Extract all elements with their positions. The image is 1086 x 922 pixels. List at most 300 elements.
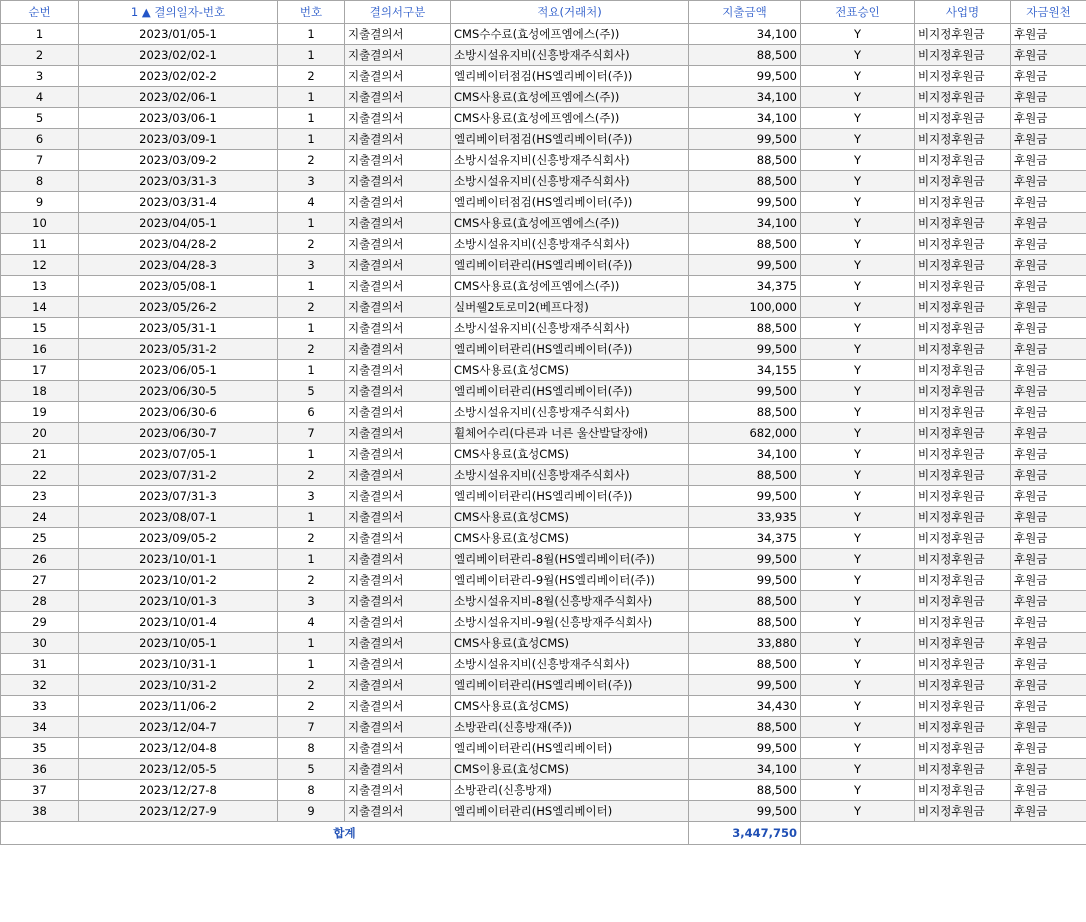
table-row[interactable] bbox=[1, 675, 1086, 696]
cell-amount[interactable]: 88,500 bbox=[689, 780, 801, 801]
cell-doc-type[interactable]: 지출결의서 bbox=[345, 360, 451, 381]
cell-num[interactable]: 1 bbox=[278, 129, 345, 150]
table-row[interactable] bbox=[1, 192, 1086, 213]
cell-date-no[interactable]: 2023/10/01-2 bbox=[79, 570, 278, 591]
cell-amount[interactable]: 99,500 bbox=[689, 486, 801, 507]
cell-num[interactable]: 1 bbox=[278, 318, 345, 339]
table-row[interactable] bbox=[1, 717, 1086, 738]
table-row[interactable] bbox=[1, 612, 1086, 633]
cell-approval[interactable]: Y bbox=[801, 234, 915, 255]
cell-fund[interactable]: 후원금 bbox=[1011, 780, 1086, 801]
cell-amount[interactable]: 34,155 bbox=[689, 360, 801, 381]
cell-date-no[interactable]: 2023/06/05-1 bbox=[79, 360, 278, 381]
cell-doc-type[interactable]: 지출결의서 bbox=[345, 570, 451, 591]
cell-seq[interactable]: 17 bbox=[1, 360, 79, 381]
cell-seq[interactable]: 25 bbox=[1, 528, 79, 549]
cell-num[interactable]: 3 bbox=[278, 255, 345, 276]
cell-doc-type[interactable]: 지출결의서 bbox=[345, 66, 451, 87]
cell-seq[interactable]: 28 bbox=[1, 591, 79, 612]
cell-doc-type[interactable]: 지출결의서 bbox=[345, 129, 451, 150]
cell-amount[interactable]: 99,500 bbox=[689, 381, 801, 402]
cell-date-no[interactable]: 2023/03/31-4 bbox=[79, 192, 278, 213]
cell-date-no[interactable]: 2023/03/09-2 bbox=[79, 150, 278, 171]
cell-num[interactable]: 1 bbox=[278, 276, 345, 297]
cell-num[interactable]: 2 bbox=[278, 234, 345, 255]
cell-fund[interactable]: 후원금 bbox=[1011, 759, 1086, 780]
cell-approval[interactable]: Y bbox=[801, 318, 915, 339]
cell-desc[interactable]: 소방시설유지비(신흥방재주식회사) bbox=[451, 171, 689, 192]
table-row[interactable] bbox=[1, 465, 1086, 486]
cell-fund[interactable]: 후원금 bbox=[1011, 297, 1086, 318]
table-row[interactable] bbox=[1, 318, 1086, 339]
cell-approval[interactable]: Y bbox=[801, 591, 915, 612]
cell-date-no[interactable]: 2023/12/04-8 bbox=[79, 738, 278, 759]
cell-amount[interactable]: 34,375 bbox=[689, 528, 801, 549]
cell-amount[interactable]: 88,500 bbox=[689, 465, 801, 486]
cell-doc-type[interactable]: 지출결의서 bbox=[345, 549, 451, 570]
cell-amount[interactable]: 88,500 bbox=[689, 45, 801, 66]
table-row[interactable] bbox=[1, 171, 1086, 192]
cell-doc-type[interactable]: 지출결의서 bbox=[345, 591, 451, 612]
cell-date-no[interactable]: 2023/10/01-1 bbox=[79, 549, 278, 570]
cell-doc-type[interactable]: 지출결의서 bbox=[345, 381, 451, 402]
cell-business[interactable]: 비지정후원금 bbox=[915, 423, 1011, 444]
cell-num[interactable]: 1 bbox=[278, 633, 345, 654]
cell-desc[interactable]: CMS사용료(효성에프엠에스(주)) bbox=[451, 108, 689, 129]
cell-num[interactable]: 5 bbox=[278, 381, 345, 402]
cell-seq[interactable]: 30 bbox=[1, 633, 79, 654]
cell-seq[interactable]: 31 bbox=[1, 654, 79, 675]
cell-amount[interactable]: 88,500 bbox=[689, 402, 801, 423]
cell-date-no[interactable]: 2023/06/30-5 bbox=[79, 381, 278, 402]
cell-date-no[interactable]: 2023/07/31-2 bbox=[79, 465, 278, 486]
table-row[interactable] bbox=[1, 759, 1086, 780]
cell-date-no[interactable]: 2023/12/27-8 bbox=[79, 780, 278, 801]
cell-num[interactable]: 4 bbox=[278, 612, 345, 633]
table-row[interactable] bbox=[1, 402, 1086, 423]
cell-business[interactable]: 비지정후원금 bbox=[915, 780, 1011, 801]
cell-doc-type[interactable]: 지출결의서 bbox=[345, 402, 451, 423]
cell-seq[interactable]: 13 bbox=[1, 276, 79, 297]
cell-business[interactable]: 비지정후원금 bbox=[915, 801, 1011, 822]
cell-approval[interactable]: Y bbox=[801, 801, 915, 822]
column-header-fund[interactable] bbox=[1011, 1, 1086, 24]
cell-num[interactable]: 8 bbox=[278, 780, 345, 801]
table-row[interactable] bbox=[1, 234, 1086, 255]
cell-approval[interactable]: Y bbox=[801, 255, 915, 276]
cell-doc-type[interactable]: 지출결의서 bbox=[345, 465, 451, 486]
cell-business[interactable]: 비지정후원금 bbox=[915, 108, 1011, 129]
cell-doc-type[interactable]: 지출결의서 bbox=[345, 108, 451, 129]
column-header-seq[interactable] bbox=[1, 1, 79, 24]
table-row[interactable] bbox=[1, 108, 1086, 129]
cell-desc[interactable]: 엘리베이터관리-9월(HS엘리베이터(주)) bbox=[451, 570, 689, 591]
cell-fund[interactable]: 후원금 bbox=[1011, 150, 1086, 171]
cell-date-no[interactable]: 2023/07/05-1 bbox=[79, 444, 278, 465]
cell-seq[interactable]: 34 bbox=[1, 717, 79, 738]
cell-fund[interactable]: 후원금 bbox=[1011, 696, 1086, 717]
cell-fund[interactable]: 후원금 bbox=[1011, 423, 1086, 444]
cell-amount[interactable]: 88,500 bbox=[689, 171, 801, 192]
cell-seq[interactable]: 22 bbox=[1, 465, 79, 486]
cell-doc-type[interactable]: 지출결의서 bbox=[345, 444, 451, 465]
cell-desc[interactable]: 소방관리(신흥방재(주)) bbox=[451, 717, 689, 738]
cell-num[interactable]: 3 bbox=[278, 171, 345, 192]
cell-amount[interactable]: 34,100 bbox=[689, 108, 801, 129]
table-row[interactable] bbox=[1, 591, 1086, 612]
cell-doc-type[interactable]: 지출결의서 bbox=[345, 633, 451, 654]
cell-fund[interactable]: 후원금 bbox=[1011, 129, 1086, 150]
cell-seq[interactable]: 36 bbox=[1, 759, 79, 780]
cell-business[interactable]: 비지정후원금 bbox=[915, 150, 1011, 171]
cell-approval[interactable]: Y bbox=[801, 150, 915, 171]
cell-num[interactable]: 2 bbox=[278, 528, 345, 549]
cell-amount[interactable]: 99,500 bbox=[689, 549, 801, 570]
cell-approval[interactable]: Y bbox=[801, 486, 915, 507]
cell-num[interactable]: 4 bbox=[278, 192, 345, 213]
cell-doc-type[interactable]: 지출결의서 bbox=[345, 612, 451, 633]
cell-business[interactable]: 비지정후원금 bbox=[915, 591, 1011, 612]
cell-fund[interactable]: 후원금 bbox=[1011, 360, 1086, 381]
cell-business[interactable]: 비지정후원금 bbox=[915, 696, 1011, 717]
cell-seq[interactable]: 38 bbox=[1, 801, 79, 822]
cell-fund[interactable]: 후원금 bbox=[1011, 24, 1086, 45]
cell-approval[interactable]: Y bbox=[801, 423, 915, 444]
cell-business[interactable]: 비지정후원금 bbox=[915, 297, 1011, 318]
cell-approval[interactable]: Y bbox=[801, 780, 915, 801]
cell-doc-type[interactable]: 지출결의서 bbox=[345, 801, 451, 822]
cell-approval[interactable]: Y bbox=[801, 45, 915, 66]
cell-seq[interactable]: 26 bbox=[1, 549, 79, 570]
cell-fund[interactable]: 후원금 bbox=[1011, 633, 1086, 654]
cell-seq[interactable]: 24 bbox=[1, 507, 79, 528]
table-row[interactable] bbox=[1, 360, 1086, 381]
cell-desc[interactable]: 엘리베이터관리(HS엘리베이터) bbox=[451, 801, 689, 822]
table-row[interactable] bbox=[1, 150, 1086, 171]
cell-fund[interactable]: 후원금 bbox=[1011, 486, 1086, 507]
cell-business[interactable]: 비지정후원금 bbox=[915, 24, 1011, 45]
column-header-business[interactable] bbox=[915, 1, 1011, 24]
cell-approval[interactable]: Y bbox=[801, 444, 915, 465]
column-header-num[interactable] bbox=[278, 1, 345, 24]
cell-fund[interactable]: 후원금 bbox=[1011, 171, 1086, 192]
cell-doc-type[interactable]: 지출결의서 bbox=[345, 45, 451, 66]
cell-fund[interactable]: 후원금 bbox=[1011, 213, 1086, 234]
cell-desc[interactable]: 엘리베이터관리(HS엘리베이터(주)) bbox=[451, 486, 689, 507]
cell-doc-type[interactable]: 지출결의서 bbox=[345, 423, 451, 444]
cell-business[interactable]: 비지정후원금 bbox=[915, 675, 1011, 696]
cell-fund[interactable]: 후원금 bbox=[1011, 717, 1086, 738]
cell-doc-type[interactable]: 지출결의서 bbox=[345, 87, 451, 108]
cell-date-no[interactable]: 2023/05/31-2 bbox=[79, 339, 278, 360]
cell-date-no[interactable]: 2023/07/31-3 bbox=[79, 486, 278, 507]
cell-date-no[interactable]: 2023/03/31-3 bbox=[79, 171, 278, 192]
cell-seq[interactable]: 27 bbox=[1, 570, 79, 591]
table-row[interactable] bbox=[1, 339, 1086, 360]
cell-desc[interactable]: CMS이용료(효성CMS) bbox=[451, 759, 689, 780]
cell-doc-type[interactable]: 지출결의서 bbox=[345, 255, 451, 276]
cell-business[interactable]: 비지정후원금 bbox=[915, 507, 1011, 528]
cell-approval[interactable]: Y bbox=[801, 633, 915, 654]
cell-business[interactable]: 비지정후원금 bbox=[915, 633, 1011, 654]
cell-amount[interactable]: 99,500 bbox=[689, 255, 801, 276]
cell-doc-type[interactable]: 지출결의서 bbox=[345, 150, 451, 171]
cell-desc[interactable]: 소방시설유지비-9월(신흥방재주식회사) bbox=[451, 612, 689, 633]
cell-desc[interactable]: CMS사용료(효성에프엠에스(주)) bbox=[451, 276, 689, 297]
cell-seq[interactable]: 6 bbox=[1, 129, 79, 150]
cell-amount[interactable]: 99,500 bbox=[689, 192, 801, 213]
cell-doc-type[interactable]: 지출결의서 bbox=[345, 234, 451, 255]
cell-num[interactable]: 8 bbox=[278, 738, 345, 759]
cell-num[interactable]: 1 bbox=[278, 360, 345, 381]
cell-business[interactable]: 비지정후원금 bbox=[915, 318, 1011, 339]
cell-desc[interactable]: 소방시설유지비(신흥방재주식회사) bbox=[451, 318, 689, 339]
cell-num[interactable]: 1 bbox=[278, 507, 345, 528]
cell-approval[interactable]: Y bbox=[801, 276, 915, 297]
cell-business[interactable]: 비지정후원금 bbox=[915, 759, 1011, 780]
cell-seq[interactable]: 18 bbox=[1, 381, 79, 402]
cell-approval[interactable]: Y bbox=[801, 654, 915, 675]
cell-seq[interactable]: 4 bbox=[1, 87, 79, 108]
cell-desc[interactable]: 엘리베이터점검(HS엘리베이터(주)) bbox=[451, 66, 689, 87]
cell-seq[interactable]: 20 bbox=[1, 423, 79, 444]
cell-desc[interactable]: 소방시설유지비(신흥방재주식회사) bbox=[451, 654, 689, 675]
cell-business[interactable]: 비지정후원금 bbox=[915, 402, 1011, 423]
table-row[interactable] bbox=[1, 633, 1086, 654]
table-row[interactable] bbox=[1, 87, 1086, 108]
cell-business[interactable]: 비지정후원금 bbox=[915, 360, 1011, 381]
cell-fund[interactable]: 후원금 bbox=[1011, 66, 1086, 87]
cell-fund[interactable]: 후원금 bbox=[1011, 591, 1086, 612]
cell-seq[interactable]: 16 bbox=[1, 339, 79, 360]
cell-num[interactable]: 2 bbox=[278, 150, 345, 171]
cell-seq[interactable]: 15 bbox=[1, 318, 79, 339]
cell-amount[interactable]: 34,100 bbox=[689, 24, 801, 45]
cell-fund[interactable]: 후원금 bbox=[1011, 444, 1086, 465]
cell-seq[interactable]: 23 bbox=[1, 486, 79, 507]
cell-doc-type[interactable]: 지출결의서 bbox=[345, 297, 451, 318]
cell-business[interactable]: 비지정후원금 bbox=[915, 255, 1011, 276]
table-row[interactable] bbox=[1, 45, 1086, 66]
cell-desc[interactable]: 휠체어수리(다른과 너른 울산발달장애) bbox=[451, 423, 689, 444]
table-row[interactable] bbox=[1, 654, 1086, 675]
cell-approval[interactable]: Y bbox=[801, 402, 915, 423]
table-row[interactable] bbox=[1, 696, 1086, 717]
cell-business[interactable]: 비지정후원금 bbox=[915, 738, 1011, 759]
cell-seq[interactable]: 37 bbox=[1, 780, 79, 801]
cell-seq[interactable]: 29 bbox=[1, 612, 79, 633]
cell-approval[interactable]: Y bbox=[801, 108, 915, 129]
cell-business[interactable]: 비지정후원금 bbox=[915, 612, 1011, 633]
table-row[interactable] bbox=[1, 381, 1086, 402]
column-header-date-no[interactable] bbox=[79, 1, 278, 24]
cell-date-no[interactable]: 2023/02/02-1 bbox=[79, 45, 278, 66]
cell-business[interactable]: 비지정후원금 bbox=[915, 528, 1011, 549]
cell-fund[interactable]: 후원금 bbox=[1011, 402, 1086, 423]
cell-seq[interactable]: 12 bbox=[1, 255, 79, 276]
table-row[interactable] bbox=[1, 780, 1086, 801]
cell-fund[interactable]: 후원금 bbox=[1011, 192, 1086, 213]
cell-seq[interactable]: 7 bbox=[1, 150, 79, 171]
cell-desc[interactable]: CMS사용료(효성CMS) bbox=[451, 360, 689, 381]
cell-desc[interactable]: 소방시설유지비(신흥방재주식회사) bbox=[451, 465, 689, 486]
cell-date-no[interactable]: 2023/12/04-7 bbox=[79, 717, 278, 738]
table-row[interactable] bbox=[1, 507, 1086, 528]
cell-desc[interactable]: 소방관리(신흥방재) bbox=[451, 780, 689, 801]
cell-fund[interactable]: 후원금 bbox=[1011, 654, 1086, 675]
cell-doc-type[interactable]: 지출결의서 bbox=[345, 654, 451, 675]
cell-amount[interactable]: 99,500 bbox=[689, 129, 801, 150]
cell-date-no[interactable]: 2023/02/02-2 bbox=[79, 66, 278, 87]
cell-seq[interactable]: 19 bbox=[1, 402, 79, 423]
cell-business[interactable]: 비지정후원금 bbox=[915, 66, 1011, 87]
cell-amount[interactable]: 88,500 bbox=[689, 150, 801, 171]
cell-business[interactable]: 비지정후원금 bbox=[915, 276, 1011, 297]
cell-num[interactable]: 1 bbox=[278, 87, 345, 108]
cell-fund[interactable]: 후원금 bbox=[1011, 801, 1086, 822]
cell-business[interactable]: 비지정후원금 bbox=[915, 45, 1011, 66]
table-row[interactable] bbox=[1, 444, 1086, 465]
cell-seq[interactable]: 10 bbox=[1, 213, 79, 234]
cell-business[interactable]: 비지정후원금 bbox=[915, 129, 1011, 150]
cell-approval[interactable]: Y bbox=[801, 675, 915, 696]
cell-num[interactable]: 1 bbox=[278, 444, 345, 465]
cell-date-no[interactable]: 2023/03/09-1 bbox=[79, 129, 278, 150]
cell-fund[interactable]: 후원금 bbox=[1011, 549, 1086, 570]
cell-date-no[interactable]: 2023/10/31-1 bbox=[79, 654, 278, 675]
table-row[interactable] bbox=[1, 129, 1086, 150]
cell-fund[interactable]: 후원금 bbox=[1011, 528, 1086, 549]
cell-amount[interactable]: 34,100 bbox=[689, 444, 801, 465]
table-row[interactable] bbox=[1, 255, 1086, 276]
table-row[interactable] bbox=[1, 213, 1086, 234]
cell-doc-type[interactable]: 지출결의서 bbox=[345, 696, 451, 717]
cell-fund[interactable]: 후원금 bbox=[1011, 738, 1086, 759]
cell-business[interactable]: 비지정후원금 bbox=[915, 486, 1011, 507]
cell-amount[interactable]: 34,100 bbox=[689, 87, 801, 108]
cell-doc-type[interactable]: 지출결의서 bbox=[345, 717, 451, 738]
cell-fund[interactable]: 후원금 bbox=[1011, 507, 1086, 528]
cell-desc[interactable]: CMS사용료(효성CMS) bbox=[451, 507, 689, 528]
cell-amount[interactable]: 99,500 bbox=[689, 66, 801, 87]
cell-date-no[interactable]: 2023/12/05-5 bbox=[79, 759, 278, 780]
cell-doc-type[interactable]: 지출결의서 bbox=[345, 213, 451, 234]
cell-seq[interactable]: 33 bbox=[1, 696, 79, 717]
cell-fund[interactable]: 후원금 bbox=[1011, 255, 1086, 276]
cell-fund[interactable]: 후원금 bbox=[1011, 339, 1086, 360]
cell-doc-type[interactable]: 지출결의서 bbox=[345, 486, 451, 507]
cell-desc[interactable]: CMS사용료(효성CMS) bbox=[451, 444, 689, 465]
cell-date-no[interactable]: 2023/10/31-2 bbox=[79, 675, 278, 696]
cell-approval[interactable]: Y bbox=[801, 759, 915, 780]
cell-approval[interactable]: Y bbox=[801, 339, 915, 360]
cell-seq[interactable]: 35 bbox=[1, 738, 79, 759]
cell-amount[interactable]: 682,000 bbox=[689, 423, 801, 444]
cell-seq[interactable]: 8 bbox=[1, 171, 79, 192]
cell-approval[interactable]: Y bbox=[801, 612, 915, 633]
table-row[interactable] bbox=[1, 570, 1086, 591]
cell-amount[interactable]: 33,880 bbox=[689, 633, 801, 654]
cell-num[interactable]: 3 bbox=[278, 486, 345, 507]
cell-amount[interactable]: 88,500 bbox=[689, 612, 801, 633]
cell-business[interactable]: 비지정후원금 bbox=[915, 465, 1011, 486]
cell-num[interactable]: 1 bbox=[278, 213, 345, 234]
cell-doc-type[interactable]: 지출결의서 bbox=[345, 24, 451, 45]
cell-approval[interactable]: Y bbox=[801, 66, 915, 87]
cell-date-no[interactable]: 2023/05/08-1 bbox=[79, 276, 278, 297]
cell-amount[interactable]: 34,100 bbox=[689, 213, 801, 234]
cell-fund[interactable]: 후원금 bbox=[1011, 108, 1086, 129]
cell-fund[interactable]: 후원금 bbox=[1011, 318, 1086, 339]
cell-business[interactable]: 비지정후원금 bbox=[915, 381, 1011, 402]
cell-business[interactable]: 비지정후원금 bbox=[915, 549, 1011, 570]
cell-doc-type[interactable]: 지출결의서 bbox=[345, 507, 451, 528]
cell-approval[interactable]: Y bbox=[801, 171, 915, 192]
cell-num[interactable]: 9 bbox=[278, 801, 345, 822]
cell-doc-type[interactable]: 지출결의서 bbox=[345, 528, 451, 549]
cell-amount[interactable]: 99,500 bbox=[689, 801, 801, 822]
cell-amount[interactable]: 34,375 bbox=[689, 276, 801, 297]
table-row[interactable] bbox=[1, 66, 1086, 87]
cell-num[interactable]: 1 bbox=[278, 108, 345, 129]
cell-desc[interactable]: 소방시설유지비(신흥방재주식회사) bbox=[451, 150, 689, 171]
cell-fund[interactable]: 후원금 bbox=[1011, 276, 1086, 297]
table-row[interactable] bbox=[1, 276, 1086, 297]
table-row[interactable] bbox=[1, 486, 1086, 507]
cell-date-no[interactable]: 2023/11/06-2 bbox=[79, 696, 278, 717]
cell-num[interactable]: 1 bbox=[278, 24, 345, 45]
table-row[interactable] bbox=[1, 738, 1086, 759]
cell-doc-type[interactable]: 지출결의서 bbox=[345, 339, 451, 360]
cell-num[interactable]: 2 bbox=[278, 465, 345, 486]
cell-desc[interactable]: 엘리베이터점검(HS엘리베이터(주)) bbox=[451, 192, 689, 213]
cell-num[interactable]: 1 bbox=[278, 45, 345, 66]
cell-amount[interactable]: 100,000 bbox=[689, 297, 801, 318]
cell-approval[interactable]: Y bbox=[801, 738, 915, 759]
cell-approval[interactable]: Y bbox=[801, 213, 915, 234]
cell-desc[interactable]: CMS사용료(효성CMS) bbox=[451, 696, 689, 717]
cell-num[interactable]: 3 bbox=[278, 591, 345, 612]
cell-desc[interactable]: 엘리베이터점검(HS엘리베이터(주)) bbox=[451, 129, 689, 150]
cell-amount[interactable]: 88,500 bbox=[689, 318, 801, 339]
cell-amount[interactable]: 99,500 bbox=[689, 339, 801, 360]
cell-business[interactable]: 비지정후원금 bbox=[915, 339, 1011, 360]
cell-doc-type[interactable]: 지출결의서 bbox=[345, 780, 451, 801]
cell-approval[interactable]: Y bbox=[801, 87, 915, 108]
cell-seq[interactable]: 11 bbox=[1, 234, 79, 255]
cell-business[interactable]: 비지정후원금 bbox=[915, 570, 1011, 591]
cell-business[interactable]: 비지정후원금 bbox=[915, 444, 1011, 465]
cell-fund[interactable]: 후원금 bbox=[1011, 87, 1086, 108]
cell-num[interactable]: 1 bbox=[278, 549, 345, 570]
cell-fund[interactable]: 후원금 bbox=[1011, 45, 1086, 66]
cell-desc[interactable]: 엘리베이터관리(HS엘리베이터(주)) bbox=[451, 675, 689, 696]
cell-fund[interactable]: 후원금 bbox=[1011, 234, 1086, 255]
cell-num[interactable]: 2 bbox=[278, 675, 345, 696]
cell-date-no[interactable]: 2023/10/01-4 bbox=[79, 612, 278, 633]
cell-seq[interactable]: 9 bbox=[1, 192, 79, 213]
cell-date-no[interactable]: 2023/06/30-6 bbox=[79, 402, 278, 423]
cell-business[interactable]: 비지정후원금 bbox=[915, 234, 1011, 255]
cell-amount[interactable]: 34,430 bbox=[689, 696, 801, 717]
cell-seq[interactable]: 1 bbox=[1, 24, 79, 45]
cell-date-no[interactable]: 2023/05/31-1 bbox=[79, 318, 278, 339]
cell-amount[interactable]: 88,500 bbox=[689, 591, 801, 612]
cell-num[interactable]: 6 bbox=[278, 402, 345, 423]
cell-seq[interactable]: 21 bbox=[1, 444, 79, 465]
cell-amount[interactable]: 34,100 bbox=[689, 759, 801, 780]
cell-date-no[interactable]: 2023/02/06-1 bbox=[79, 87, 278, 108]
